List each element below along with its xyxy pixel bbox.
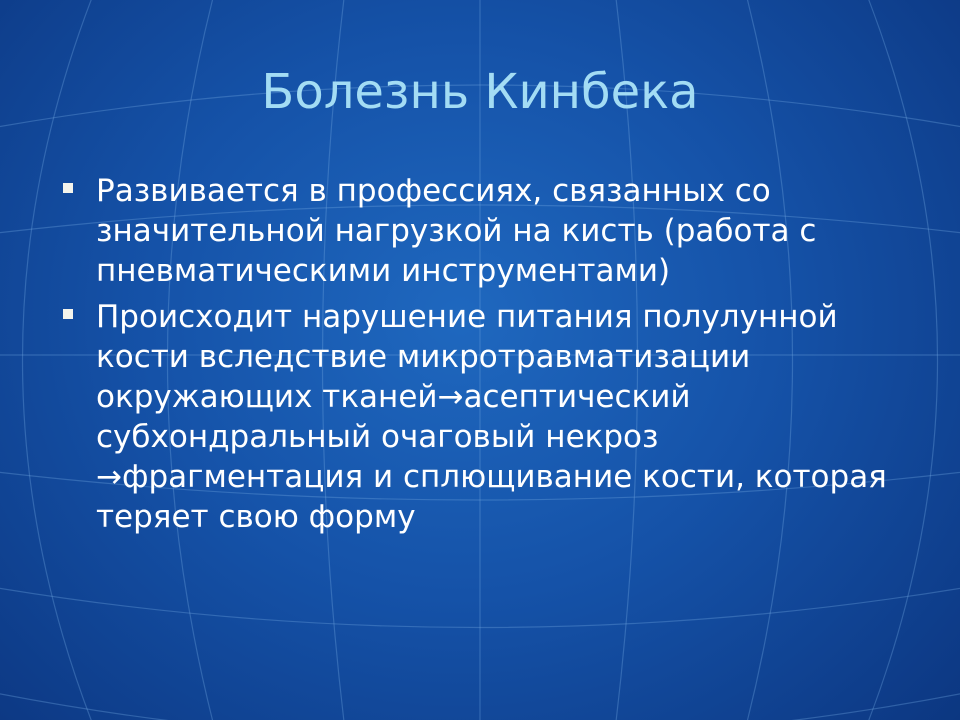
bullet-item	[58, 171, 918, 291]
slide-title: Болезнь Кинбека	[261, 64, 699, 120]
bullet-text: Происходит нарушение питания полулунной кости вследствие микротравматизации окружающих тканей→асептический субхондральный очаговый некроз →фрагментация и сплющивание кости, которая теряет свою форму	[96, 299, 887, 535]
square-bullet-icon	[63, 309, 73, 319]
bullet-item	[58, 297, 918, 537]
square-bullet-icon	[63, 183, 73, 193]
bullet-text: Развивается в профессиях, связанных со значительной нагрузкой на кисть (работа с пневматическими инструментами)	[96, 173, 817, 289]
bullet-list	[58, 171, 918, 543]
